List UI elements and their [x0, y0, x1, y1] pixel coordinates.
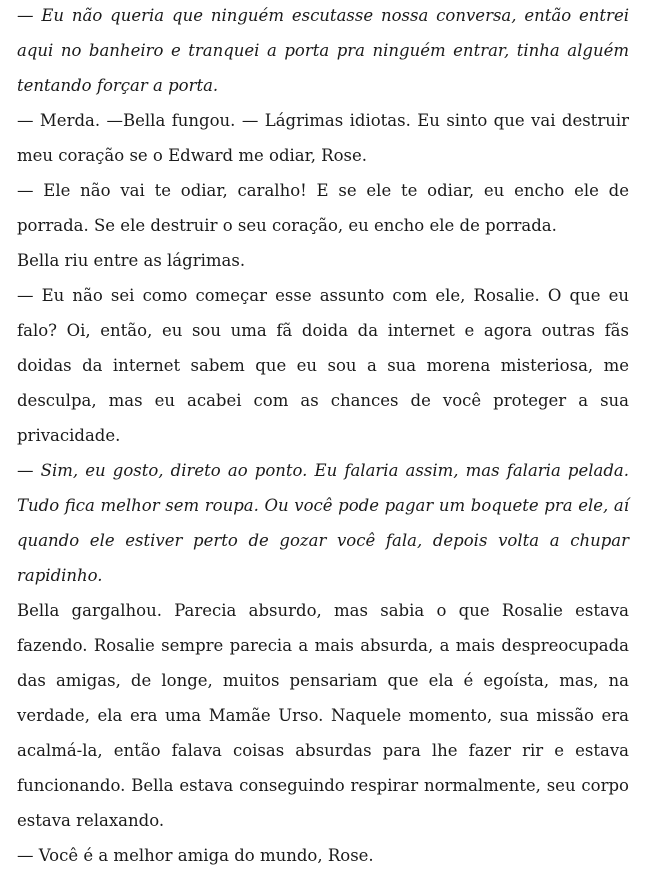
- paragraph-2: — Merda. —Bella fungou. — Lágrimas idiotas. Eu sinto que vai destruir meu coração se o Edward me odiar, Rose.: [17, 111, 629, 165]
- document-page: [17, 0, 629, 873]
- paragraph-1: — Eu não queria que ninguém escutasse nossa conversa, então entrei aqui no banheiro e tranquei a porta pra ninguém entrar, tinha alguém tentando forçar a porta.: [17, 6, 629, 95]
- paragraph-5: — Eu não sei como começar esse assunto com ele, Rosalie. O que eu falo? Oi, então, eu sou uma fã doida da internet e agora outras fãs doidas da internet sabem que eu sou a sua morena misteriosa, me desculpa, mas eu acabei com as chances de você proteger a sua privacidade.: [17, 286, 629, 445]
- paragraph-3: — Ele não vai te odiar, caralho! E se ele te odiar, eu encho ele de porrada. Se ele destruir o seu coração, eu encho ele de porrada.: [17, 181, 629, 235]
- paragraph-4: Bella riu entre as lágrimas.: [17, 251, 246, 270]
- paragraph-7: Bella gargalhou. Parecia absurdo, mas sabia o que Rosalie estava fazendo. Rosalie sempre parecia a mais absurda, a mais despreocupada das amigas, de longe, muitos pensariam que ela é egoísta, mas, na verdade, ela era uma Mamãe Urso. Naquele momento, sua missão era acalmá-la, então falava coisas absurdas para lhe fazer rir e estava funcionando. Bella estava conseguindo respirar normalmente, seu corpo estava relaxando.: [17, 601, 629, 830]
- paragraph-8: — Você é a melhor amiga do mundo, Rose.: [17, 846, 374, 865]
- paragraph-6: — Sim, eu gosto, direto ao ponto. Eu falaria assim, mas falaria pelada. Tudo fica melhor sem roupa. Ou você pode pagar um boquete pra ele, aí quando ele estiver perto de gozar você fala, depois volta a chupar rapidinho.: [17, 461, 629, 585]
